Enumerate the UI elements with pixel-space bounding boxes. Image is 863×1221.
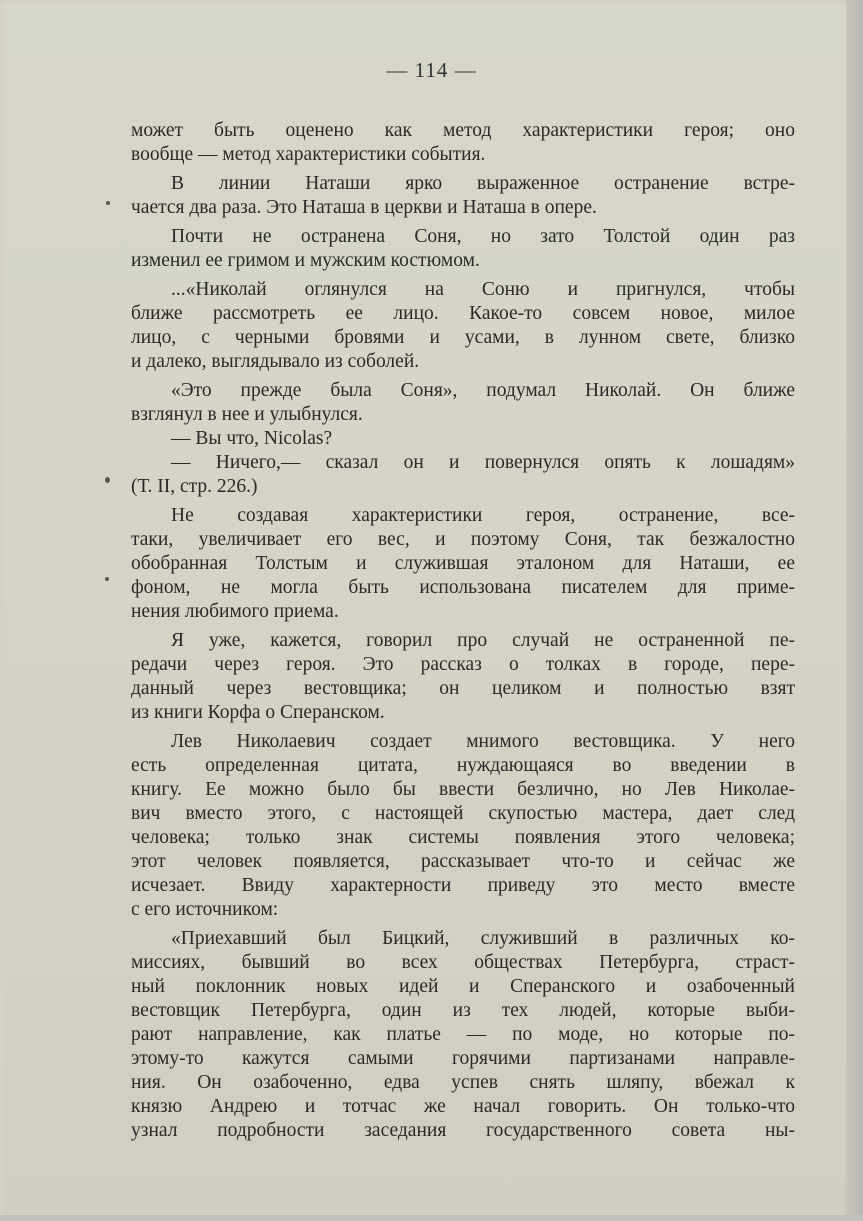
quotation — [131, 379, 795, 427]
text-line: В линии Наташи ярко выраженное остранение встре- — [171, 173, 795, 194]
text-line: «Приехавший был Бицкий, служивший в различных ко- — [171, 928, 795, 949]
text-line: ближе рассмотреть ее лицо. Какое-то совсем новое, милое — [131, 303, 795, 324]
margin-dot-mark — [105, 477, 110, 483]
paragraph — [131, 629, 795, 725]
page-bottom-edge — [0, 1215, 863, 1221]
text-line: взглянул в нее и улыбнулся. — [131, 404, 363, 425]
paragraph — [131, 730, 795, 922]
text-line: Лев Николаевич создает мнимого вестовщика. У него — [171, 731, 795, 752]
text-line: — Ничего,— сказал он и повернулся опять к лошадям» — [171, 452, 795, 473]
paragraph — [131, 119, 795, 167]
paragraph — [131, 172, 795, 220]
text-line: книгу. Ее можно было бы ввести безлично, но Лев Николае- — [131, 779, 795, 800]
page-edge-shadow — [846, 0, 863, 1221]
text-line: «Это прежде была Соня», подумал Николай. Он ближе — [171, 380, 795, 401]
text-line: из книги Корфа о Сперанском. — [131, 702, 385, 723]
text-line: ный поклонник новых идей и Сперанского и озабоченный — [131, 976, 795, 997]
quotation — [131, 927, 795, 1143]
text-line: лицо, с черными бровями и усами, в лунном свете, близко — [131, 327, 795, 348]
text-line: Я уже, кажется, говорил про случай не остраненной пе- — [171, 630, 795, 651]
text-line: — Вы что, Nicolas? — [171, 428, 333, 449]
text-line: ...«Николай оглянулся на Соню и пригнулся, чтобы — [171, 279, 795, 300]
text-line: нения любимого приема. — [131, 601, 339, 622]
text-line: князю Андрею и тотчас же начал говорить. Он только-что — [131, 1096, 795, 1117]
text-line: с его источником: — [131, 899, 279, 920]
text-line: этому-то кажутся самыми горячими партизанами направле- — [131, 1048, 795, 1069]
citation: (Т. II, стр. 226.) — [131, 476, 258, 497]
text-line: ния. Он озабоченно, едва успев снять шляпу, вбежал к — [131, 1072, 795, 1093]
margin-dot-mark — [106, 201, 110, 205]
dialogue-line — [131, 427, 795, 451]
text-line: рают направление, как платье — по моде, но которые по- — [131, 1024, 795, 1045]
text-line: фоном, не могла быть использована писателем для приме- — [131, 577, 795, 598]
paragraph — [131, 504, 795, 624]
text-line: чается два раза. Это Наташа в церкви и Наташа в опере. — [131, 197, 597, 218]
text-line: обобранная Толстым и служившая эталоном для Наташи, ее — [131, 553, 795, 574]
text-line: и далеко, выглядывало из соболей. — [131, 351, 420, 372]
text-line: человека; только знак системы появления этого человека; — [131, 827, 795, 848]
text-line: вич вместо этого, с настоящей скупостью мастера, дает след — [131, 803, 795, 824]
text-line: может быть оценено как метод характеристики героя; оно — [131, 120, 795, 141]
margin-dot-mark — [105, 577, 109, 581]
text-line: вестовщик Петербурга, один из тех людей, которые выби- — [131, 1000, 795, 1021]
text-line: исчезает. Ввиду характерности приведу это место вместе — [131, 875, 795, 896]
text-line: изменил ее гримом и мужским костюмом. — [131, 250, 480, 271]
quotation — [131, 278, 795, 374]
dialogue-line — [131, 451, 795, 499]
text-line: данный через вестовщика; он целиком и полностью взят — [131, 678, 795, 699]
text-line: миссиях, бывший во всех обществах Петербурга, страст- — [131, 952, 795, 973]
text-line: этот человек появляется, рассказывает что-то и сейчас же — [131, 851, 795, 872]
paragraph — [131, 225, 795, 273]
text-line: редачи через героя. Это рассказ о толках в городе, пере- — [131, 654, 795, 675]
body-text — [131, 119, 795, 1143]
page-number: — 114 — — [386, 58, 477, 82]
text-line: таки, увеличивает его вес, и поэтому Соня, так безжалостно — [131, 529, 795, 550]
text-line: вообще — метод характеристики события. — [131, 144, 486, 165]
text-line: Почти не остранена Соня, но зато Толстой один раз — [171, 226, 795, 247]
text-line: есть определенная цитата, нуждающаяся во введении в — [131, 755, 795, 776]
text-line: Не создавая характеристики героя, остранение, все- — [171, 505, 795, 526]
text-line: узнал подробности заседания государственного совета ны- — [131, 1120, 795, 1141]
